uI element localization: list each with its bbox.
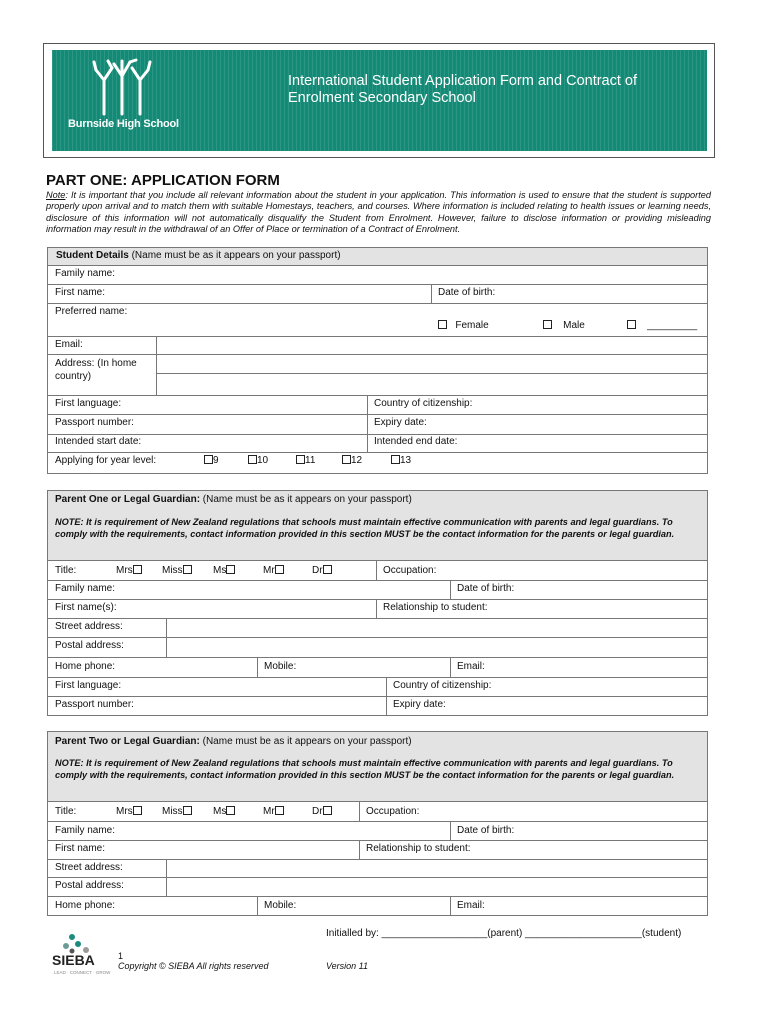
p1-first-names-field[interactable]: First name(s): [55, 602, 117, 613]
initialled-by-line[interactable]: Initialled by: ___________________(parent) _____________________(student) [326, 928, 682, 939]
student-heading: Student Details (Name must be as it appears on your passport) [56, 250, 341, 261]
p2-relationship-field[interactable]: Relationship to student: [366, 843, 471, 854]
student-first-name-field[interactable]: First name: [55, 287, 106, 298]
p1-email-field[interactable]: Email: [457, 661, 485, 672]
gender-male-option[interactable]: Male [543, 320, 585, 331]
p1-passport-field[interactable]: Passport number: [55, 699, 134, 710]
p2-title-ms[interactable]: Ms [213, 806, 235, 817]
note-label: Note [46, 190, 66, 200]
student-email-field[interactable]: Email: [55, 339, 83, 350]
student-expiry-field[interactable]: Expiry date: [374, 417, 427, 428]
parent-two-note: NOTE: It is requirement of New Zealand regulations that schools must maintain effective communication with parents and legal guardians. To comply with the requirements, contact information provided in this section MUST be the contact information for the parents or legal guardian. [55, 758, 675, 780]
p2-dob-field[interactable]: Date of birth: [457, 825, 515, 836]
p2-mobile-field[interactable]: Mobile: [264, 900, 297, 911]
form-title: International Student Application Form and Contract of Enrolment Secondary School [288, 73, 638, 106]
student-start-date-field[interactable]: Intended start date: [55, 436, 142, 447]
p1-title-ms[interactable]: Ms [213, 565, 235, 576]
sieba-tagline: LEAD · CONNECT · GROW [54, 970, 111, 975]
p1-family-name-field[interactable]: Family name: [55, 583, 116, 594]
student-family-name-field[interactable]: Family name: [55, 268, 116, 279]
p1-dob-field[interactable]: Date of birth: [457, 583, 515, 594]
p2-first-name-field[interactable]: First name: [55, 843, 106, 854]
sieba-logo-icon [58, 932, 98, 954]
p1-title-mrs[interactable]: Mrs [116, 565, 142, 576]
gender-other-option[interactable]: _________ [627, 320, 697, 331]
school-name: Burnside High School [68, 118, 179, 130]
year-level-9[interactable]: 9 [204, 455, 219, 466]
parent-one-note: NOTE: It is requirement of New Zealand regulations that schools must maintain effective communication with parents and legal guardians. To comply with the requirements, contact information provided in this section MUST be the contact information for the parents or legal guardian. [55, 517, 675, 539]
p1-expiry-field[interactable]: Expiry date: [393, 699, 446, 710]
p2-street-field[interactable]: Street address: [55, 862, 123, 873]
p1-relationship-field[interactable]: Relationship to student: [383, 602, 488, 613]
student-address-field[interactable]: Address: (In home country) [55, 358, 137, 382]
student-first-language-field[interactable]: First language: [55, 398, 122, 409]
page-number: 1 [118, 951, 124, 961]
p1-first-language-field[interactable]: First language: [55, 680, 122, 691]
p1-title-dr[interactable]: Dr [312, 565, 332, 576]
p1-home-phone-field[interactable]: Home phone: [55, 661, 116, 672]
parent-two-heading: Parent Two or Legal Guardian: (Name must be as it appears on your passport) [55, 736, 412, 747]
version-text: Version 11 [326, 961, 369, 971]
p2-title-dr[interactable]: Dr [312, 806, 332, 817]
page-title: PART ONE: APPLICATION FORM [46, 172, 280, 189]
female-checkbox[interactable] [438, 320, 447, 329]
intro-note [46, 190, 711, 236]
p1-title-miss[interactable]: Miss [162, 565, 192, 576]
p2-title-mr[interactable]: Mr [263, 806, 284, 817]
p1-occupation-field[interactable]: Occupation: [383, 565, 437, 576]
p2-title-mrs[interactable]: Mrs [116, 806, 142, 817]
student-passport-field[interactable]: Passport number: [55, 417, 134, 428]
other-checkbox[interactable] [627, 320, 636, 329]
p2-occupation-field[interactable]: Occupation: [366, 806, 420, 817]
p2-family-name-field[interactable]: Family name: [55, 825, 116, 836]
year-level-13[interactable]: 13 [391, 455, 411, 466]
parent-one-heading: Parent One or Legal Guardian: (Name must be as it appears on your passport) [55, 494, 412, 505]
p2-home-phone-field[interactable]: Home phone: [55, 900, 116, 911]
student-dob-field[interactable]: Date of birth: [438, 287, 496, 298]
year-level-12[interactable]: 12 [342, 455, 362, 466]
p1-title-label: Title: [55, 565, 77, 576]
year-level-10[interactable]: 10 [248, 455, 268, 466]
p2-title-miss[interactable]: Miss [162, 806, 192, 817]
p1-mobile-field[interactable]: Mobile: [264, 661, 297, 672]
p1-title-mr[interactable]: Mr [263, 565, 284, 576]
male-checkbox[interactable] [543, 320, 552, 329]
p1-postal-field[interactable]: Postal address: [55, 640, 124, 651]
student-citizenship-field[interactable]: Country of citizenship: [374, 398, 473, 409]
p2-email-field[interactable]: Email: [457, 900, 485, 911]
student-preferred-name-field[interactable]: Preferred name: [55, 306, 128, 317]
student-end-date-field[interactable]: Intended end date: [374, 436, 458, 447]
year-level-11[interactable]: 11 [296, 455, 315, 466]
sieba-wordmark: SIEBA [52, 952, 95, 968]
school-logo-icon [92, 58, 152, 116]
p2-title-label: Title: [55, 806, 77, 817]
note-text: : It is important that you include all relevant information about the student in your application. This information is used to ensure that the student is supported properly upon arrival and to match them with suitable Homestays, teachers, and courses. Where information is included relating to health issues or learning needs, disclosure of this information will not automatically disqualify the Student from Enrolment. However, failure to disclose information or providing misleading information may result in the withdrawal of an Offer of Place or termination of a Contract of Enrolment. [46, 190, 711, 235]
gender-female-option[interactable]: Female [438, 320, 489, 331]
year-level-label: Applying for year level: [55, 455, 157, 466]
copyright-text: Copyright © SIEBA All rights reserved [118, 961, 269, 971]
p2-postal-field[interactable]: Postal address: [55, 880, 124, 891]
p1-citizenship-field[interactable]: Country of citizenship: [393, 680, 492, 691]
p1-street-field[interactable]: Street address: [55, 621, 123, 632]
